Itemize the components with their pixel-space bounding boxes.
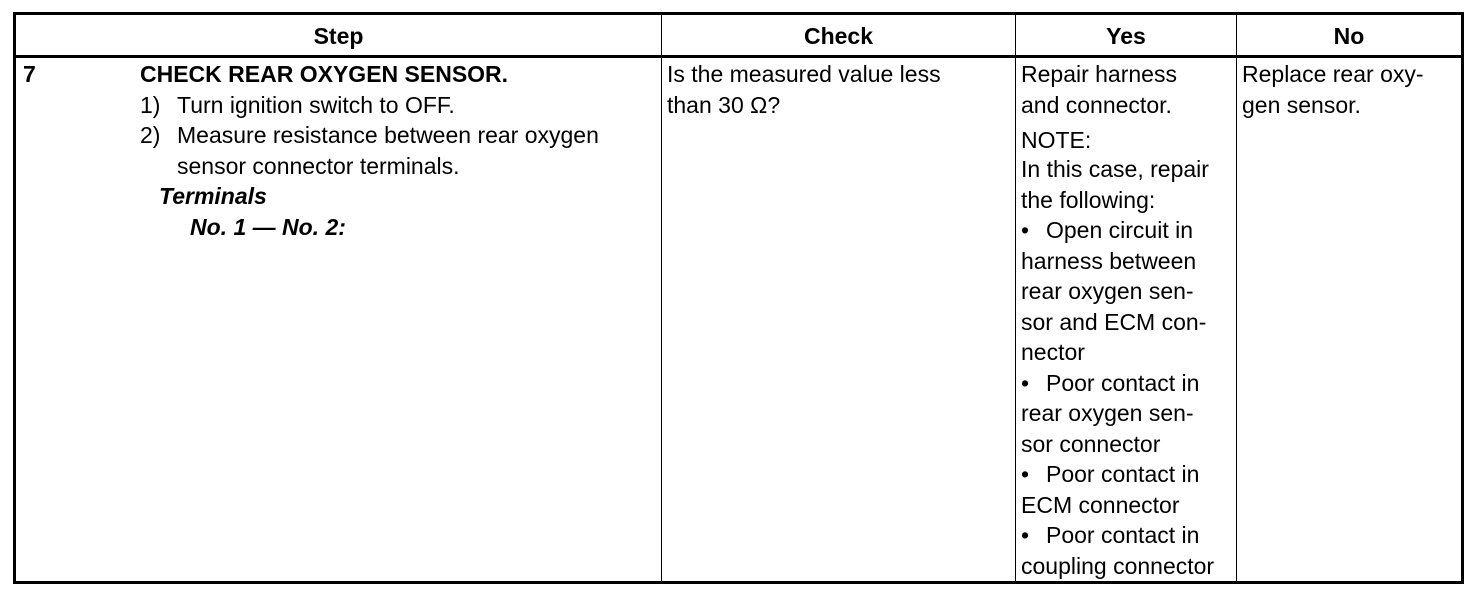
yes-line: Repair harness [1021, 61, 1177, 87]
list-item [1021, 215, 1230, 368]
header-check: Check [662, 14, 1016, 57]
header-no: No [1237, 14, 1463, 57]
step-item-line: sensor connector terminals. [177, 152, 460, 179]
bullet-icon: • [1021, 369, 1030, 396]
step-item-line: Turn ignition switch to OFF. [177, 91, 455, 118]
bullet-icon: • [1021, 461, 1030, 487]
bullet-icon: • [1021, 522, 1030, 548]
diagnostic-table [13, 12, 1464, 584]
note-line: In this case, repair [1021, 156, 1209, 182]
table-header-row [15, 14, 1463, 57]
bullet-line: rear oxygen sen- [1021, 278, 1194, 304]
bullet-line: harness between [1021, 247, 1197, 274]
terminals-title: Terminals [159, 183, 267, 209]
bullet-line: nector [1021, 339, 1085, 365]
note-bullet-list [1021, 215, 1230, 581]
yes-cell [1016, 57, 1237, 583]
bullet-line: coupling connector [1021, 552, 1215, 579]
header-step: Step [15, 14, 662, 57]
yes-line: and connector. [1021, 91, 1172, 118]
list-item [1021, 368, 1230, 460]
list-item [1021, 459, 1230, 520]
yes-action [1021, 59, 1230, 120]
bullet-line: sor connector [1021, 430, 1161, 457]
note-label: NOTE: [1021, 127, 1092, 153]
step-item-line: Measure resistance between rear oxygen [177, 122, 599, 148]
step-item-2 [140, 120, 653, 181]
bullet-line: sor and ECM con- [1021, 308, 1207, 335]
no-line: Replace rear oxy- [1242, 61, 1424, 87]
list-item [1021, 520, 1230, 581]
step-item-index: 1) [140, 91, 161, 118]
table-row [15, 57, 1463, 583]
step-item-index: 2) [140, 122, 161, 148]
step-cell [15, 57, 662, 583]
no-line: gen sensor. [1242, 91, 1361, 118]
bullet-line: Poor contact in [1046, 522, 1200, 548]
note-intro [1021, 154, 1230, 215]
bullet-line: ECM connector [1021, 491, 1180, 518]
step-item-1 [140, 90, 653, 121]
step-number: 7 [23, 61, 36, 87]
check-cell [662, 57, 1016, 583]
note-line: the following: [1021, 186, 1156, 213]
bullet-line: Poor contact in [1046, 461, 1200, 487]
step-title: CHECK REAR OXYGEN SENSOR. [140, 61, 509, 87]
step-body [140, 58, 661, 242]
check-line: Is the measured value less [667, 61, 941, 87]
terminals-value: No. 1 — No. 2: [190, 213, 346, 240]
bullet-line: rear oxygen sen- [1021, 400, 1194, 426]
no-cell [1237, 57, 1463, 583]
bullet-line: Open circuit in [1046, 217, 1194, 243]
check-line: than 30 Ω? [667, 91, 781, 118]
bullet-line: Poor contact in [1046, 369, 1200, 396]
header-yes: Yes [1016, 14, 1237, 57]
bullet-icon: • [1021, 217, 1030, 243]
